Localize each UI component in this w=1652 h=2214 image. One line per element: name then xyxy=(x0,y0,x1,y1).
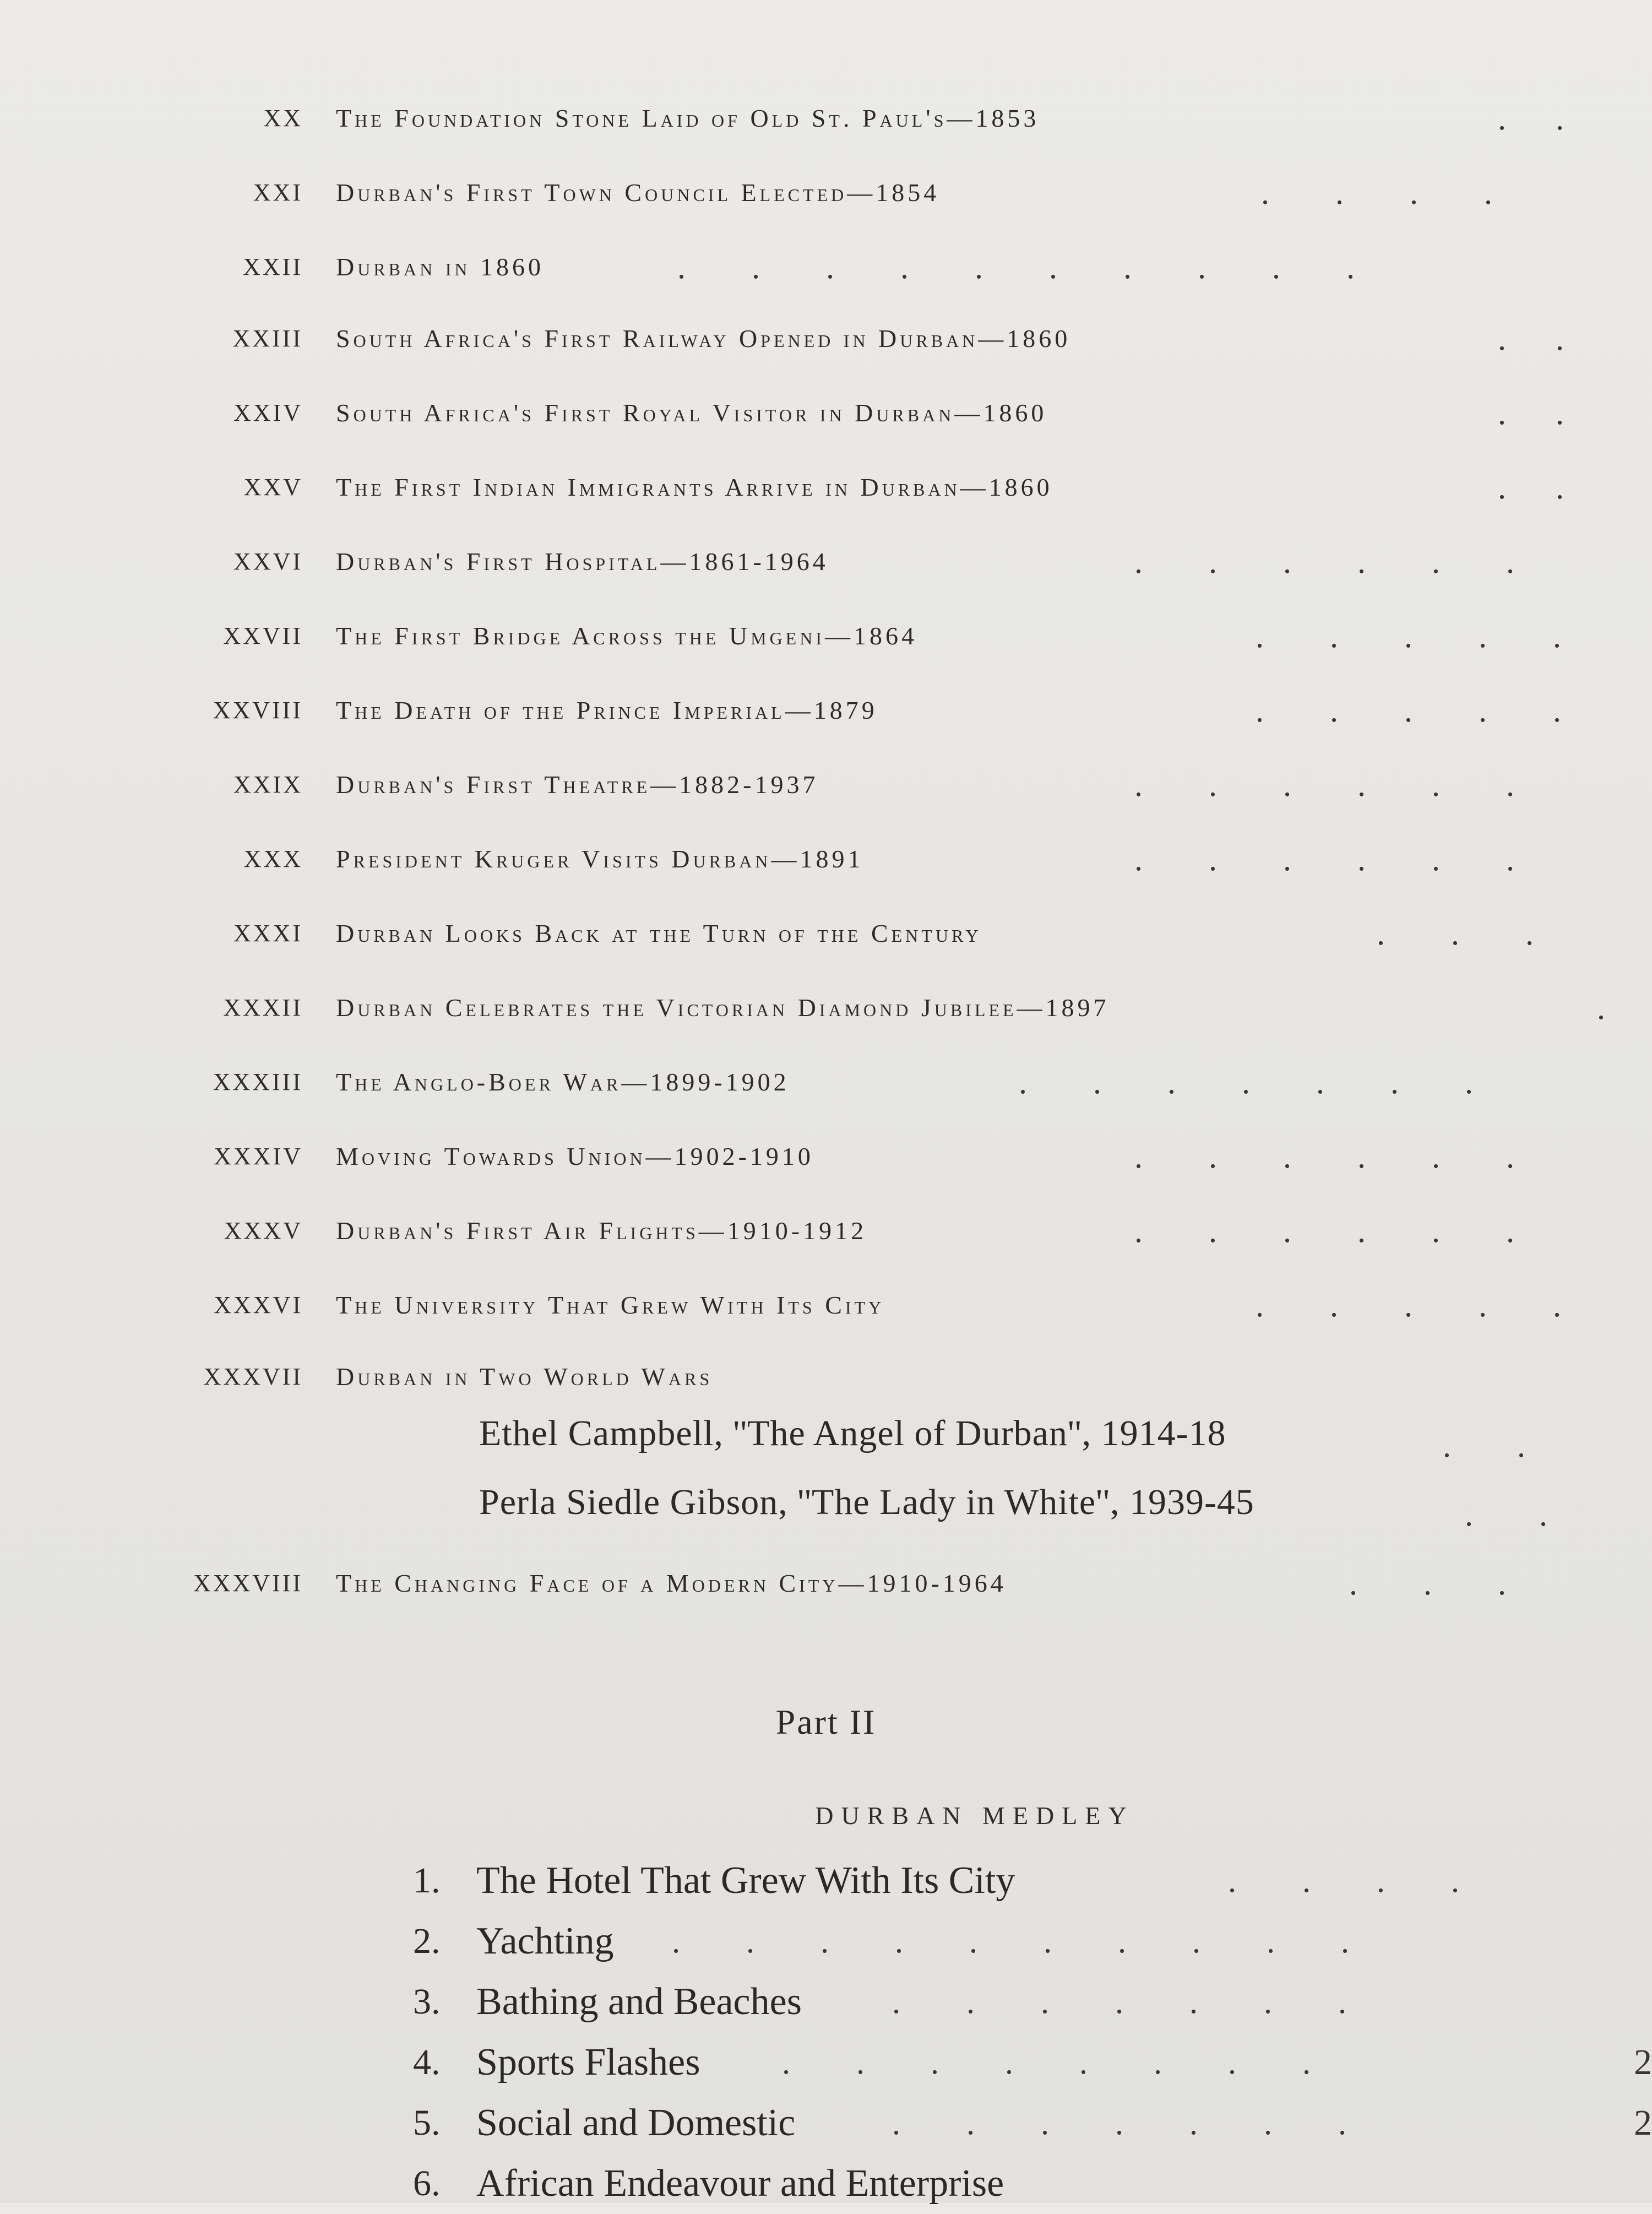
list-item xyxy=(0,1972,1652,2032)
toc-entry-numeral: XXVII xyxy=(223,622,303,649)
dot-leader: . . . . . . . . xyxy=(782,2044,1311,2081)
dot-leader: . . . . xyxy=(1261,175,1492,211)
dot-leader: . . . . . . . xyxy=(892,1984,1346,2020)
toc-entry-title: The Anglo-Boer War—1899-1902 xyxy=(336,1068,790,1096)
toc-entry-numeral: XXXIII xyxy=(213,1068,303,1095)
list-item xyxy=(0,1911,1652,1972)
dot-leader: . . xyxy=(1498,469,1564,506)
list-item-label: Social and Domestic xyxy=(476,2102,796,2144)
toc-entry-title: Durban Celebrates the Victorian Diamond Jubilee—1897 xyxy=(336,994,1110,1022)
toc-entry-title: Durban's First Theatre—1882-1937 xyxy=(336,770,819,799)
list-item-label: The Hotel That Grew With Its City xyxy=(476,1859,1015,1902)
toc-entry xyxy=(0,826,1652,892)
toc-entry-numeral: XXXII xyxy=(223,994,303,1021)
list-item-number: 2. xyxy=(413,1921,441,1961)
toc-entry-numeral: XXI xyxy=(253,179,303,206)
list-item-number: 3. xyxy=(413,1982,441,2022)
dot-leader: . . . . . . xyxy=(1134,1138,1514,1175)
toc-entry-numeral: XXIX xyxy=(233,771,303,798)
dot-leader: . . xyxy=(1498,100,1564,137)
dot-leader: . . xyxy=(1443,1428,1525,1464)
toc-entry-title: South Africa's First Royal Visitor in Durban—1860 xyxy=(336,399,1047,427)
toc-entry-title: President Kruger Visits Durban—1891 xyxy=(336,845,864,873)
list-item-number: 5. xyxy=(413,2103,441,2143)
page-number-fragment: 2 xyxy=(1634,2103,1652,2143)
dot-leader: . . . xyxy=(1349,1565,1506,1602)
toc-entry-numeral: XXX xyxy=(243,845,303,872)
page-number-fragment: 2 xyxy=(1634,2042,1652,2082)
toc-entry-numeral: XXIV xyxy=(233,399,303,426)
toc-entry xyxy=(0,603,1652,669)
toc-entry xyxy=(0,1049,1652,1115)
toc-entry-numeral: XXVIII xyxy=(213,697,303,724)
list-item xyxy=(0,2153,1652,2214)
list-item xyxy=(0,1851,1652,1911)
toc-entry xyxy=(0,1198,1652,1264)
toc-entry-title: Durban's First Hospital—1861-1964 xyxy=(336,547,829,576)
toc-entry-title: The Death of the Prince Imperial—1879 xyxy=(336,696,878,724)
toc-entry-title: South Africa's First Railway Opened in Durban—1860 xyxy=(336,324,1071,352)
toc-entry xyxy=(0,234,1652,300)
toc-entry-numeral: XXXIV xyxy=(214,1143,303,1170)
toc-subentry: Perla Siedle Gibson, ''The Lady in White'', 1939-45 xyxy=(479,1482,1254,1522)
toc-entry-title: Moving Towards Union—1902-1910 xyxy=(336,1142,814,1170)
list-item-number: 1. xyxy=(413,1860,441,1901)
toc-entry-numeral: XXXV xyxy=(224,1217,303,1244)
toc-entry-numeral: XXV xyxy=(243,474,303,501)
toc-entry-title: Durban Looks Back at the Turn of the Century xyxy=(336,919,982,947)
list-item xyxy=(0,2032,1652,2093)
toc-entry xyxy=(0,900,1652,967)
dot-leader: . . . . . . xyxy=(1134,1213,1514,1249)
toc-entry-title: Durban's First Air Flights—1910-1912 xyxy=(336,1217,867,1245)
toc-entry xyxy=(0,160,1652,226)
toc-entry-title: The First Bridge Across the Umgeni—1864 xyxy=(336,622,917,650)
dot-leader: . . . . . . xyxy=(1134,767,1514,803)
toc-entry xyxy=(0,677,1652,744)
toc-entry-numeral: XXXVII xyxy=(203,1363,303,1390)
toc-entry-numeral: XXIII xyxy=(232,325,303,352)
dot-leader: . . . . . . . . . . xyxy=(677,249,1355,285)
toc-entry xyxy=(0,454,1652,520)
toc-entry-title: The First Indian Immigrants Arrive in Durban—1860 xyxy=(336,473,1053,501)
toc-entry-numeral: XX xyxy=(263,105,303,132)
toc-entry-numeral: XXII xyxy=(243,253,303,280)
toc-entry xyxy=(0,529,1652,595)
dot-leader: . . . xyxy=(1377,915,1534,952)
dot-leader: . xyxy=(1597,990,1605,1026)
toc-entry-title: Durban's First Town Council Elected—1854 xyxy=(336,178,940,207)
toc-entry-numeral: XXXI xyxy=(233,920,303,947)
list-item xyxy=(0,2093,1652,2153)
toc-subentry: Ethel Campbell, ''The Angel of Durban'', 1914-18 xyxy=(479,1413,1226,1453)
dot-leader: . . xyxy=(1498,395,1564,431)
toc-entry-title: Durban in Two World Wars xyxy=(336,1363,713,1391)
list-item-label: Sports Flashes xyxy=(476,2041,700,2083)
toc-entry-title: The Foundation Stone Laid of Old St. Paul's—1853 xyxy=(336,104,1040,132)
section-title: DURBAN MEDLEY xyxy=(815,1801,1134,1830)
dot-leader: . . . . . xyxy=(1256,618,1561,654)
toc-entry xyxy=(0,1550,1652,1616)
list-item-number: 6. xyxy=(413,2163,441,2204)
dot-leader: . . . . . . . xyxy=(1019,1064,1473,1100)
dot-leader: . . . . xyxy=(1228,1863,1459,1899)
dot-leader: . . . . . xyxy=(1256,1287,1561,1323)
toc-entry xyxy=(0,1344,1652,1410)
dot-leader: . . . . . xyxy=(1256,692,1561,729)
dot-leader: . . . . . . . xyxy=(892,2105,1346,2141)
list-item-label: African Endeavour and Enterprise xyxy=(476,2162,1004,2205)
toc-entry xyxy=(0,380,1652,446)
list-item-label: Yachting xyxy=(476,1920,614,1962)
dot-leader: . . xyxy=(1465,1496,1547,1533)
toc-entry xyxy=(0,306,1652,372)
list-item-label: Bathing and Beaches xyxy=(476,1980,802,2023)
toc-entry-title: The Changing Face of a Modern City—1910-1964 xyxy=(336,1569,1007,1597)
toc-entry-title: The University That Grew With Its City xyxy=(336,1291,885,1319)
part-title: Part II xyxy=(775,1702,877,1741)
toc-entry-numeral: XXXVI xyxy=(214,1292,303,1318)
dot-leader: . . . . . . xyxy=(1134,544,1514,580)
dot-leader: . . . . . . xyxy=(1134,841,1514,877)
toc-entry xyxy=(0,1124,1652,1190)
toc-entry xyxy=(0,85,1652,151)
list-item-number: 4. xyxy=(413,2042,441,2082)
dot-leader: . . . . . . . . . . xyxy=(672,1923,1349,1960)
toc-entry-numeral: XXVI xyxy=(233,548,303,575)
toc-entry-title: Durban in 1860 xyxy=(336,253,545,281)
toc-entry xyxy=(0,1272,1652,1338)
toc-entry xyxy=(0,975,1652,1041)
dot-leader: . . xyxy=(1498,321,1564,357)
toc-entry xyxy=(0,752,1652,818)
toc-entry-numeral: XXXVIII xyxy=(193,1570,303,1597)
